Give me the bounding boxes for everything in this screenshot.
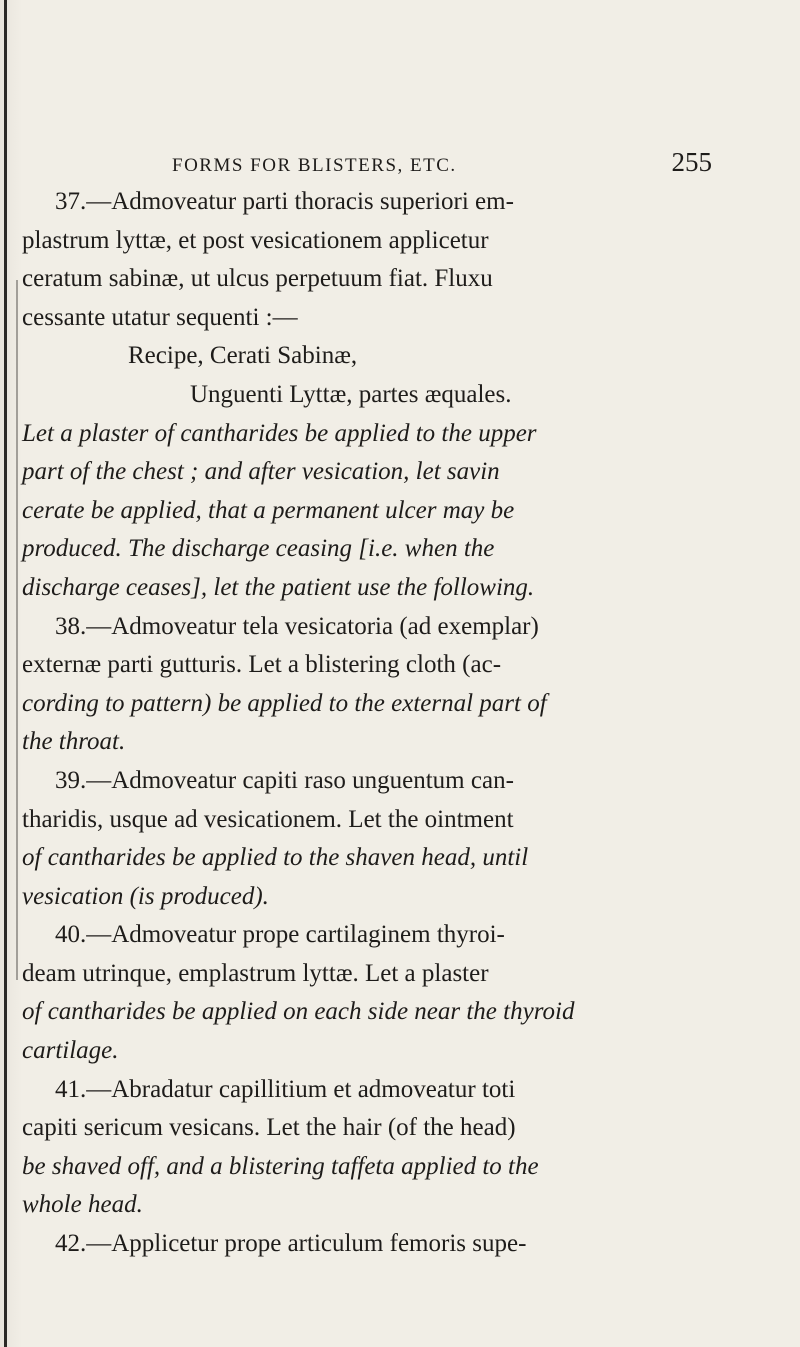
text-line: externæ parti gutturis. Let a blistering cloth (ac- [22,651,502,679]
text-line: 39.—Admoveatur capiti raso unguentum can- [55,766,514,794]
text-line: the throat. [22,728,126,756]
body-text [22,183,770,1264]
text-line: vesication (is produced). [22,882,269,910]
running-head: FORMS FOR BLISTERS, ETC. [172,155,457,176]
text-line: produced. The discharge ceasing [i.e. when the [22,535,495,563]
text-line: 42.—Applicetur prope articulum femoris supe- [55,1230,527,1258]
text-line: deam utrinque, emplastrum lyttæ. Let a plaster [22,959,489,987]
page-number: 255 [671,147,712,177]
binding-edge [4,0,7,1347]
text-line: Unguenti Lyttæ, partes æquales. [190,380,512,408]
text-line: cording to pattern) be applied to the external part of [22,689,547,717]
text-line: Recipe, Cerati Sabinæ, [128,342,358,370]
page-header [52,147,762,178]
text-line: cessante utatur sequenti :— [22,303,298,331]
text-line: tharidis, usque ad vesicationem. Let the ointment [22,805,514,833]
text-line: 41.—Abradatur capillitium et admoveatur toti [55,1075,516,1103]
text-line: discharge ceases], let the patient use the following. [22,573,535,601]
text-line: 37.—Admoveatur parti thoracis superiori em- [55,188,514,215]
text-line: Let a plaster of cantharides be applied to the upper [22,419,537,447]
text-line: part of the chest ; and after vesication, let savin [22,458,500,486]
binding-edge-secondary [16,280,18,980]
text-line: 38.—Admoveatur tela vesicatoria (ad exemplar) [55,612,539,640]
text-line: cartilage. [22,1037,119,1065]
text-line: cerate be applied, that a permanent ulcer may be [22,496,515,524]
text-line: of cantharides be applied on each side near the thyroid [22,998,575,1026]
text-line: whole head. [22,1191,143,1219]
text-line: capiti sericum vesicans. Let the hair (of the head) [22,1114,516,1142]
text-line: be shaved off, and a blistering taffeta applied to the [22,1152,539,1180]
text-line: of cantharides be applied to the shaven head, until [22,844,529,872]
text-line: ceratum sabinæ, ut ulcus perpetuum fiat. Fluxu [22,265,493,293]
text-line: plastrum lyttæ, et post vesicationem applicetur [22,226,489,254]
text-line: 40.—Admoveatur prope cartilaginem thyroi- [55,921,505,949]
